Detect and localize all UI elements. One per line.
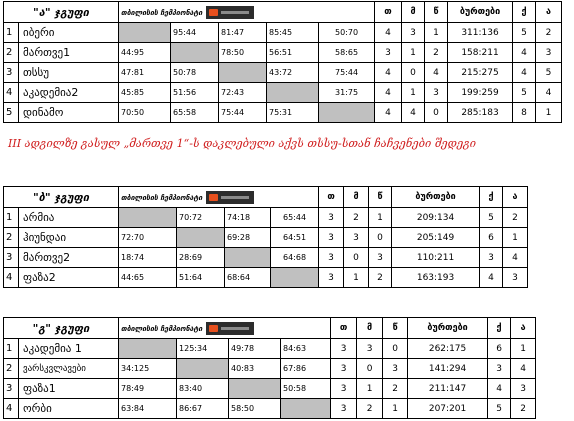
- table-row: 3 მართვე2 18:74 28:69 64:68 3 0 3 110:211 3 4: [4, 248, 528, 268]
- team-name: ჰიუნდაი: [19, 228, 119, 248]
- group-title: "ა" ჯგუფი: [4, 2, 119, 23]
- group-title: "გ" ჯგუფი: [4, 318, 119, 339]
- championship-logo-icon: [206, 6, 254, 19]
- tbilisi-header: თბილისის ჩემპიონატი: [119, 187, 319, 208]
- table-row: 4 აკადემია2 45:85 51:56 72:43 31:75 4 1 3 199:259 5 4: [4, 83, 562, 103]
- col-points: ქ: [513, 2, 536, 23]
- group-b-table: [3, 186, 528, 288]
- tbilisi-header: თბილისის ჩემპიონატი: [119, 2, 375, 23]
- team-name: ვარსკვლავები: [19, 359, 119, 379]
- team-name: ფაზა1: [19, 379, 119, 399]
- table-row: 2 ვარსკვლავები 34:125 40:83 67:86 3 0 3 141:294 3 4: [4, 359, 536, 379]
- table-row: 4 ფაზა2 44:65 51:64 68:64 3 1 2 163:193 4 3: [4, 268, 528, 288]
- col-lost: წ: [369, 187, 392, 208]
- col-place: ა: [536, 2, 562, 23]
- col-played: თ: [331, 318, 357, 339]
- team-name: იბერი: [19, 23, 119, 43]
- table-row: 3 ფაზა1 78:49 83:40 50:58 3 1 2 211:147 4 3: [4, 379, 536, 399]
- table-row: 1 აკადემია 1 125:34 49:78 84:63 3 3 0 262:175 6 1: [4, 339, 536, 359]
- col-balls: ბურთები: [448, 2, 513, 23]
- team-name: აკადემია2: [19, 83, 119, 103]
- col-won: მ: [357, 318, 383, 339]
- team-name: მართვე1: [19, 43, 119, 63]
- header-row: [4, 2, 562, 23]
- championship-logo-icon: [206, 191, 254, 204]
- team-name: მართვე2: [19, 248, 119, 268]
- table-row: 5 დინამო 70:50 65:58 75:44 75:31 4 4 0 285:183 8 1: [4, 103, 562, 123]
- col-won: მ: [344, 187, 369, 208]
- tbilisi-header: თბილისის ჩემპიონატი: [119, 318, 331, 339]
- championship-logo-icon: [206, 322, 254, 335]
- team-name: დინამო: [19, 103, 119, 123]
- col-played: თ: [319, 187, 344, 208]
- table-row: 3 თსსუ 47:81 50:78 43:72 75:44 4 0 4 215:275 4 5: [4, 63, 562, 83]
- team-name: ორბი: [19, 399, 119, 419]
- table-row: 1 არმია 70:72 74:18 65:44 3 2 1 209:134 5 2: [4, 208, 528, 228]
- col-won: მ: [402, 2, 425, 23]
- team-name: არმია: [19, 208, 119, 228]
- col-balls: ბურთები: [392, 187, 480, 208]
- team-name: აკადემია 1: [19, 339, 119, 359]
- table-row: 2 ჰიუნდაი 72:70 69:28 64:51 3 3 0 205:149 6 1: [4, 228, 528, 248]
- col-lost: წ: [425, 2, 448, 23]
- group-title: "ბ" ჯგუფი: [4, 187, 119, 208]
- col-place: ა: [511, 318, 536, 339]
- col-points: ქ: [488, 318, 511, 339]
- header-row: [4, 318, 536, 339]
- table-row: 4 ორბი 63:84 86:67 58:50 3 2 1 207:201 5 2: [4, 399, 536, 419]
- col-points: ქ: [480, 187, 503, 208]
- col-place: ა: [503, 187, 528, 208]
- team-name: ფაზა2: [19, 268, 119, 288]
- team-name: თსსუ: [19, 63, 119, 83]
- group-a-table: [3, 1, 562, 123]
- header-row: [4, 187, 528, 208]
- group-g-table: [3, 317, 536, 419]
- table-row: 2 მართვე1 44:95 78:50 56:51 58:65 3 1 2 158:211 4 3: [4, 43, 562, 63]
- col-played: თ: [375, 2, 402, 23]
- col-lost: წ: [383, 318, 408, 339]
- table-row: 1 იბერი 95:44 81:47 85:45 50:70 4 3 1 311:136 5 2: [4, 23, 562, 43]
- col-balls: ბურთები: [408, 318, 488, 339]
- note-text: III ადგილზე გასულ „მართვე 1“-ს დაკლებული აქვს თსსუ-სთან ჩაჩვენები შედეგი: [8, 137, 477, 150]
